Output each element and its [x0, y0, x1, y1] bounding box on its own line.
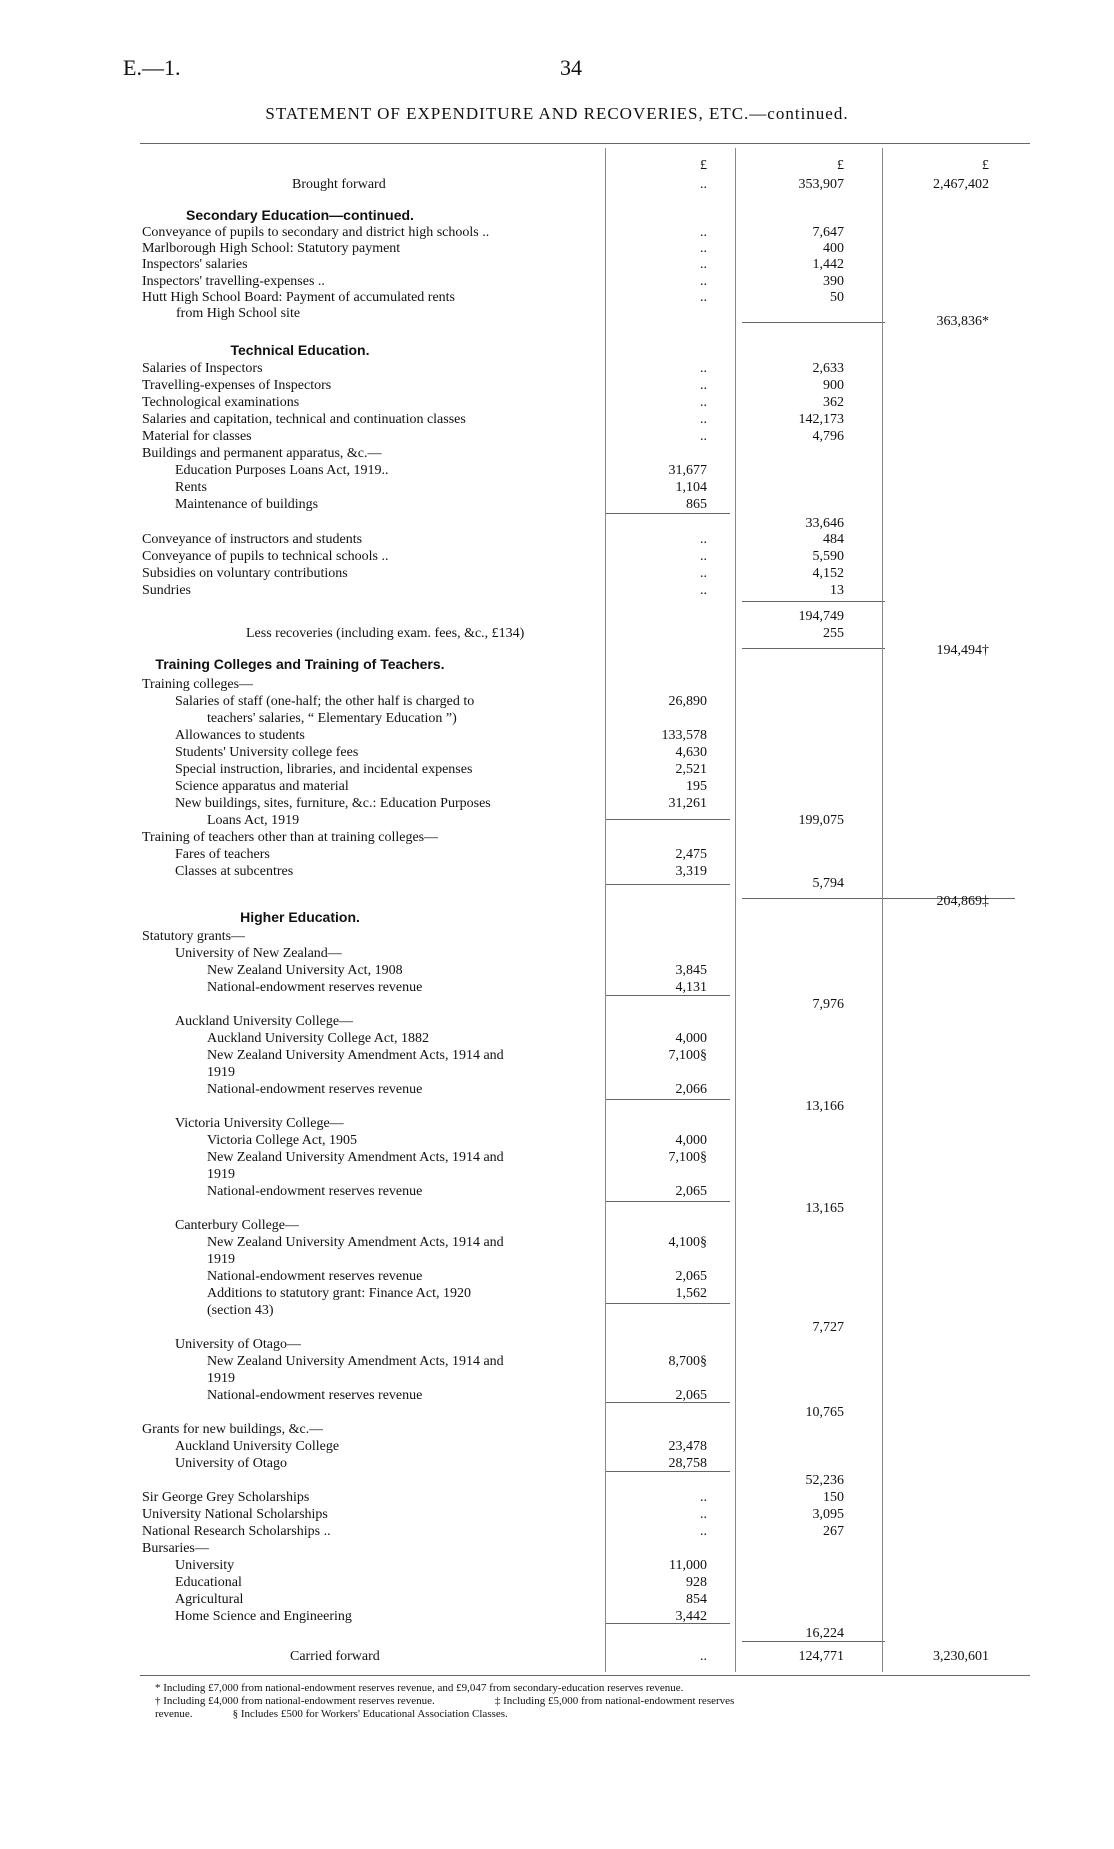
column-divider — [605, 148, 606, 1672]
table-row — [0, 1506, 1114, 1523]
rule-line — [742, 648, 885, 649]
amount-c1: 23,478 — [668, 1439, 707, 1454]
row-label: 1919 — [207, 1252, 235, 1267]
table-row — [0, 1132, 1114, 1149]
amount-c1: 1,104 — [675, 480, 707, 495]
amount-c2: 7,647 — [812, 225, 844, 240]
amount-c1: .. — [700, 412, 707, 427]
table-row — [0, 1557, 1114, 1574]
amount-c1: .. — [700, 583, 707, 598]
amount-c2: 13,165 — [805, 1201, 844, 1216]
row-label: Training colleges— — [142, 677, 254, 692]
amount-c1: 2,066 — [675, 1082, 707, 1097]
table-row — [0, 360, 1114, 377]
amount-c1: 31,261 — [668, 796, 707, 811]
row-label: Sundries — [142, 583, 191, 598]
table-row — [0, 479, 1114, 496]
rule-line — [605, 1471, 730, 1472]
table-row — [0, 1251, 1114, 1268]
table-row — [0, 1013, 1114, 1030]
table-row — [0, 761, 1114, 778]
amount-c1: 2,475 — [675, 847, 707, 862]
amount-c1: .. — [700, 241, 707, 257]
table-row — [0, 1268, 1114, 1285]
row-label: Salaries of Inspectors — [142, 361, 263, 376]
total-technical: 194,494† — [936, 643, 989, 658]
row-label: Fares of teachers — [175, 847, 270, 862]
amount-c1: 4,100§ — [668, 1235, 707, 1250]
amount-c1: .. — [700, 289, 707, 305]
table-row — [0, 1455, 1114, 1472]
amount-c1: 7,100§ — [668, 1048, 707, 1063]
amount-c1: .. — [700, 1524, 707, 1539]
row-label: Grants for new buildings, &c.— — [142, 1422, 324, 1437]
row-label: Travelling-expenses of Inspectors — [142, 378, 332, 393]
footnote — [155, 1708, 1015, 1721]
table-row — [0, 795, 1114, 812]
amount-c1: 2,521 — [675, 762, 707, 777]
row-label: Victoria University College— — [175, 1116, 344, 1131]
footnote — [155, 1682, 1015, 1695]
rule-line — [605, 884, 730, 885]
table-row — [0, 256, 1114, 273]
row-label: Agricultural — [175, 1592, 244, 1607]
row-label: 1919 — [207, 1065, 235, 1080]
row-label: Sir George Grey Scholarships — [142, 1490, 310, 1505]
column-divider — [882, 148, 883, 1672]
brought-forward-row — [0, 176, 1114, 193]
amount-c2: 353,907 — [798, 177, 844, 192]
row-label: New buildings, sites, furniture, &c.: Education Purposes — [175, 796, 491, 811]
table-row — [0, 1353, 1114, 1370]
amount-c1: .. — [700, 273, 707, 289]
table-row — [0, 1472, 1114, 1489]
table-row — [0, 1234, 1114, 1251]
table-row — [0, 224, 1114, 241]
row-label: Home Science and Engineering — [175, 1609, 352, 1624]
table-row — [0, 1115, 1114, 1132]
section-heading-technical: Technical Education. — [230, 342, 370, 358]
page-number: 34 — [560, 55, 582, 80]
amount-c1: .. — [700, 1649, 707, 1664]
table-row — [0, 1285, 1114, 1302]
amount-c1: 1,562 — [675, 1286, 707, 1301]
row-label: Education Purposes Loans Act, 1919.. — [175, 463, 389, 478]
row-label: Auckland University College— — [175, 1014, 354, 1029]
amount-c1: .. — [700, 177, 707, 192]
table-row — [0, 240, 1114, 257]
footnote-continuation: revenue. — [155, 1708, 193, 1720]
table-row — [0, 727, 1114, 744]
row-label: Salaries of staff (one-half; the other half is charged to — [175, 694, 475, 709]
row-label: (section 43) — [207, 1303, 274, 1318]
subtotal-technical: 194,749 — [798, 609, 844, 624]
amount-c1: .. — [700, 1490, 707, 1505]
amount-c1: 4,131 — [675, 980, 707, 995]
row-label: Less recoveries (including exam. fees, &c., £134) — [246, 626, 525, 641]
table-row — [0, 1387, 1114, 1404]
table-row — [0, 565, 1114, 582]
table-row — [0, 1574, 1114, 1591]
row-label: Material for classes — [142, 429, 252, 444]
page-title: STATEMENT OF EXPENDITURE AND RECOVERIES, ETC.—continued. — [265, 104, 849, 123]
row-label: Conveyance of pupils to secondary and district high schools .. — [142, 225, 490, 240]
row-label: Canterbury College— — [175, 1218, 300, 1233]
table-row — [0, 1421, 1114, 1438]
total-secondary: 363,836* — [936, 314, 989, 329]
rule-line — [140, 1675, 1030, 1676]
row-label: New Zealand University Amendment Acts, 1914 and — [207, 1150, 504, 1165]
row-label: National-endowment reserves revenue — [207, 980, 423, 995]
table-row — [0, 582, 1114, 599]
table-row — [0, 462, 1114, 479]
amount-c1: 195 — [686, 779, 707, 794]
amount-c1: .. — [700, 429, 707, 444]
amount-c1: 3,319 — [675, 864, 707, 879]
row-label: Brought forward — [292, 177, 386, 192]
table-row — [0, 846, 1114, 863]
amount-c2: 1,442 — [812, 257, 844, 273]
amount-c1: 928 — [686, 1575, 707, 1590]
table-row — [0, 428, 1114, 445]
amount-c2: 900 — [823, 378, 844, 393]
footnote — [155, 1695, 1015, 1708]
section-heading-higher: Higher Education. — [240, 909, 360, 925]
rule-line — [742, 601, 885, 602]
table-row — [0, 1438, 1114, 1455]
row-label: Marlborough High School: Statutory payment — [142, 241, 401, 257]
row-label: Inspectors' travelling-expenses .. — [142, 273, 325, 289]
row-label: Hutt High School Board: Payment of accumulated rents — [142, 289, 455, 305]
amount-c2: 199,075 — [798, 813, 844, 828]
row-label: University of Otago — [175, 1456, 287, 1471]
row-label: New Zealand University Amendment Acts, 1914 and — [207, 1354, 504, 1369]
table-row — [0, 1370, 1114, 1387]
amount-c1: 4,000 — [675, 1133, 707, 1148]
row-label: University of Otago— — [175, 1337, 301, 1352]
row-label: National-endowment reserves revenue — [207, 1184, 423, 1199]
section-heading-training: Training Colleges and Training of Teachers. — [155, 656, 445, 672]
row-label: New Zealand University Act, 1908 — [207, 963, 403, 978]
table-row — [0, 548, 1114, 565]
table-row — [0, 515, 1114, 532]
amount-c1: .. — [700, 225, 707, 240]
amount-c1: 31,677 — [668, 463, 707, 478]
amount-c1: 28,758 — [668, 1456, 707, 1471]
table-row — [0, 1608, 1114, 1625]
table-row — [0, 289, 1114, 306]
table-row — [0, 1149, 1114, 1166]
table-row — [0, 1030, 1114, 1047]
row-label: Technological examinations — [142, 395, 300, 410]
table-row — [0, 411, 1114, 428]
table-row — [0, 1523, 1114, 1540]
amount-c1: .. — [700, 361, 707, 376]
amount-c1: .. — [700, 566, 707, 581]
row-label: University of New Zealand— — [175, 946, 342, 961]
table-row — [0, 812, 1114, 829]
row-label: Auckland University College Act, 1882 — [207, 1031, 430, 1046]
rule-line — [605, 995, 730, 996]
row-label: teachers' salaries, “ Elementary Education ”) — [207, 711, 457, 726]
footnote-dagger: † Including £4,000 from national-endowment reserves revenue. — [155, 1695, 435, 1707]
row-label: New Zealand University Amendment Acts, 1914 and — [207, 1048, 504, 1063]
amount-c2: 400 — [823, 241, 844, 257]
table-row — [0, 744, 1114, 761]
row-label: University National Scholarships — [142, 1507, 328, 1522]
amount-c2: 3,095 — [812, 1507, 844, 1522]
table-row — [0, 962, 1114, 979]
rule-line — [742, 1641, 885, 1642]
row-label: University — [175, 1558, 235, 1573]
row-label: Special instruction, libraries, and incidental expenses — [175, 762, 473, 777]
table-row — [0, 1064, 1114, 1081]
amount-c2: 150 — [823, 1490, 844, 1505]
currency-symbol: £ — [700, 158, 707, 173]
amount-c1: 7,100§ — [668, 1150, 707, 1165]
table-row — [0, 1404, 1114, 1421]
less-recoveries-row — [0, 625, 1114, 642]
table-row — [0, 1081, 1114, 1098]
table-row — [0, 1489, 1114, 1506]
amount-c2: 50 — [830, 289, 844, 305]
amount-c2: 10,765 — [805, 1405, 844, 1420]
footnote-star: * Including £7,000 from national-endowment reserves revenue, and £9,047 from secondary-education reserves revenue. — [155, 1682, 684, 1694]
row-label: Conveyance of pupils to technical schools .. — [142, 549, 389, 564]
row-label: Rents — [175, 480, 207, 495]
footnote-section: § Includes £500 for Workers' Educational Association Classes. — [232, 1708, 508, 1720]
table-row — [0, 1336, 1114, 1353]
currency-symbol: £ — [837, 158, 844, 173]
amount-c1: 3,845 — [675, 963, 707, 978]
amount-c1: .. — [700, 395, 707, 410]
row-label: from High School site — [176, 306, 301, 321]
table-row — [0, 1166, 1114, 1183]
amount-c1: .. — [700, 549, 707, 564]
amount-c2: 4,152 — [812, 566, 844, 581]
row-label: Victoria College Act, 1905 — [207, 1133, 358, 1148]
table-row — [0, 863, 1114, 880]
row-label: Inspectors' salaries — [142, 257, 248, 273]
row-label: Auckland University College — [175, 1439, 340, 1454]
table-row — [0, 531, 1114, 548]
row-label: Subsidies on voluntary contributions — [142, 566, 348, 581]
row-label: Science apparatus and material — [175, 779, 349, 794]
row-label: New Zealand University Amendment Acts, 1914 and — [207, 1235, 504, 1250]
row-label: National-endowment reserves revenue — [207, 1269, 423, 1284]
table-row — [0, 710, 1114, 727]
amount-c1: .. — [700, 1507, 707, 1522]
row-label: National-endowment reserves revenue — [207, 1388, 423, 1403]
amount-c1: 8,700§ — [668, 1354, 707, 1369]
table-row — [0, 1183, 1114, 1200]
amount-c2: 52,236 — [805, 1473, 844, 1488]
amount-c1: 2,065 — [675, 1269, 707, 1284]
row-label: Maintenance of buildings — [175, 497, 319, 512]
amount-c2: 362 — [823, 395, 844, 410]
amount-c2: 390 — [823, 273, 844, 289]
table-row — [0, 979, 1114, 996]
table-row — [0, 1200, 1114, 1217]
table-row — [0, 928, 1114, 945]
amount-c2: 16,224 — [805, 1626, 844, 1641]
row-label: National Research Scholarships .. — [142, 1524, 331, 1539]
row-label: Loans Act, 1919 — [207, 813, 300, 828]
row-label: Buildings and permanent apparatus, &c.— — [142, 446, 382, 461]
amount-c1: 26,890 — [668, 694, 707, 709]
amount-c2: 255 — [823, 626, 844, 641]
rule-line — [140, 143, 1030, 144]
amount-c1: 3,442 — [675, 1609, 707, 1624]
row-label: Students' University college fees — [175, 745, 359, 760]
carried-forward-row — [0, 1648, 1114, 1665]
table-row — [0, 377, 1114, 394]
table-row — [0, 1098, 1114, 1115]
row-label: Salaries and capitation, technical and continuation classes — [142, 412, 466, 427]
table-row — [0, 496, 1114, 513]
document-reference: E.—1. — [123, 55, 181, 80]
amount-c1: .. — [700, 378, 707, 393]
rule-line — [605, 1402, 730, 1403]
amount-c2: 124,771 — [798, 1649, 844, 1664]
rule-line — [605, 1303, 730, 1304]
amount-c1: 865 — [686, 497, 707, 512]
table-row — [0, 445, 1114, 462]
row-label: Classes at subcentres — [175, 864, 294, 879]
amount-c1: 2,065 — [675, 1184, 707, 1199]
table-row — [0, 778, 1114, 795]
amount-c2: 7,976 — [812, 997, 844, 1012]
amount-c2: 267 — [823, 1524, 844, 1539]
row-label: 1919 — [207, 1167, 235, 1182]
table-row — [0, 1625, 1114, 1642]
row-label: Conveyance of instructors and students — [142, 532, 363, 547]
amount-c1: .. — [700, 257, 707, 273]
amount-c3: 2,467,402 — [933, 177, 989, 192]
rule-line — [605, 513, 730, 514]
row-label: National-endowment reserves revenue — [207, 1082, 423, 1097]
amount-c2: 33,646 — [805, 516, 844, 531]
amount-c1: 133,578 — [661, 728, 707, 743]
row-label: Bursaries— — [142, 1541, 209, 1556]
amount-c2: 484 — [823, 532, 844, 547]
table-row — [0, 1047, 1114, 1064]
table-row — [0, 1319, 1114, 1336]
amount-c2: 142,173 — [798, 412, 844, 427]
table-row — [0, 945, 1114, 962]
row-label: Educational — [175, 1575, 242, 1590]
amount-c2: 13 — [830, 583, 844, 598]
table-row — [0, 394, 1114, 411]
table-row — [0, 1217, 1114, 1234]
footnote-double-dagger: ‡ Including £5,000 from national-endowment reserves — [494, 1695, 735, 1707]
currency-symbol: £ — [982, 158, 989, 173]
rule-line — [605, 819, 730, 820]
amount-c1: 854 — [686, 1592, 707, 1607]
amount-c1: 4,000 — [675, 1031, 707, 1046]
table-row — [0, 996, 1114, 1013]
amount-c2: 2,633 — [812, 361, 844, 376]
amount-c2: 5,590 — [812, 549, 844, 564]
row-label: Training of teachers other than at training colleges— — [142, 830, 439, 845]
table-row — [0, 1591, 1114, 1608]
table-row — [0, 693, 1114, 710]
amount-c2: 7,727 — [812, 1320, 844, 1335]
rule-line — [605, 1099, 730, 1100]
amount-c1: .. — [700, 532, 707, 547]
section-heading-secondary: Secondary Education—continued. — [186, 207, 414, 223]
table-row — [0, 676, 1114, 693]
amount-c2: 13,166 — [805, 1099, 844, 1114]
total-training: 204,869‡ — [936, 894, 989, 909]
row-label: Allowances to students — [175, 728, 305, 743]
row-label: 1919 — [207, 1371, 235, 1386]
rule-line — [605, 1623, 730, 1624]
row-label: Carried forward — [290, 1649, 380, 1664]
amount-c3: 3,230,601 — [933, 1649, 989, 1664]
table-row — [0, 1540, 1114, 1557]
amount-c1: 2,065 — [675, 1388, 707, 1403]
row-label: Statutory grants— — [142, 929, 246, 944]
amount-c2: 4,796 — [812, 429, 844, 444]
amount-c1: 11,000 — [669, 1558, 707, 1573]
rule-line — [605, 1201, 730, 1202]
column-divider — [735, 148, 736, 1672]
amount-c1: 4,630 — [675, 745, 707, 760]
rule-line — [742, 322, 885, 323]
row-label: Additions to statutory grant: Finance Act, 1920 — [207, 1286, 472, 1301]
subtotal-training-other: 5,794 — [812, 876, 844, 891]
table-row — [0, 1302, 1114, 1319]
table-row — [0, 829, 1114, 846]
table-row — [0, 273, 1114, 290]
